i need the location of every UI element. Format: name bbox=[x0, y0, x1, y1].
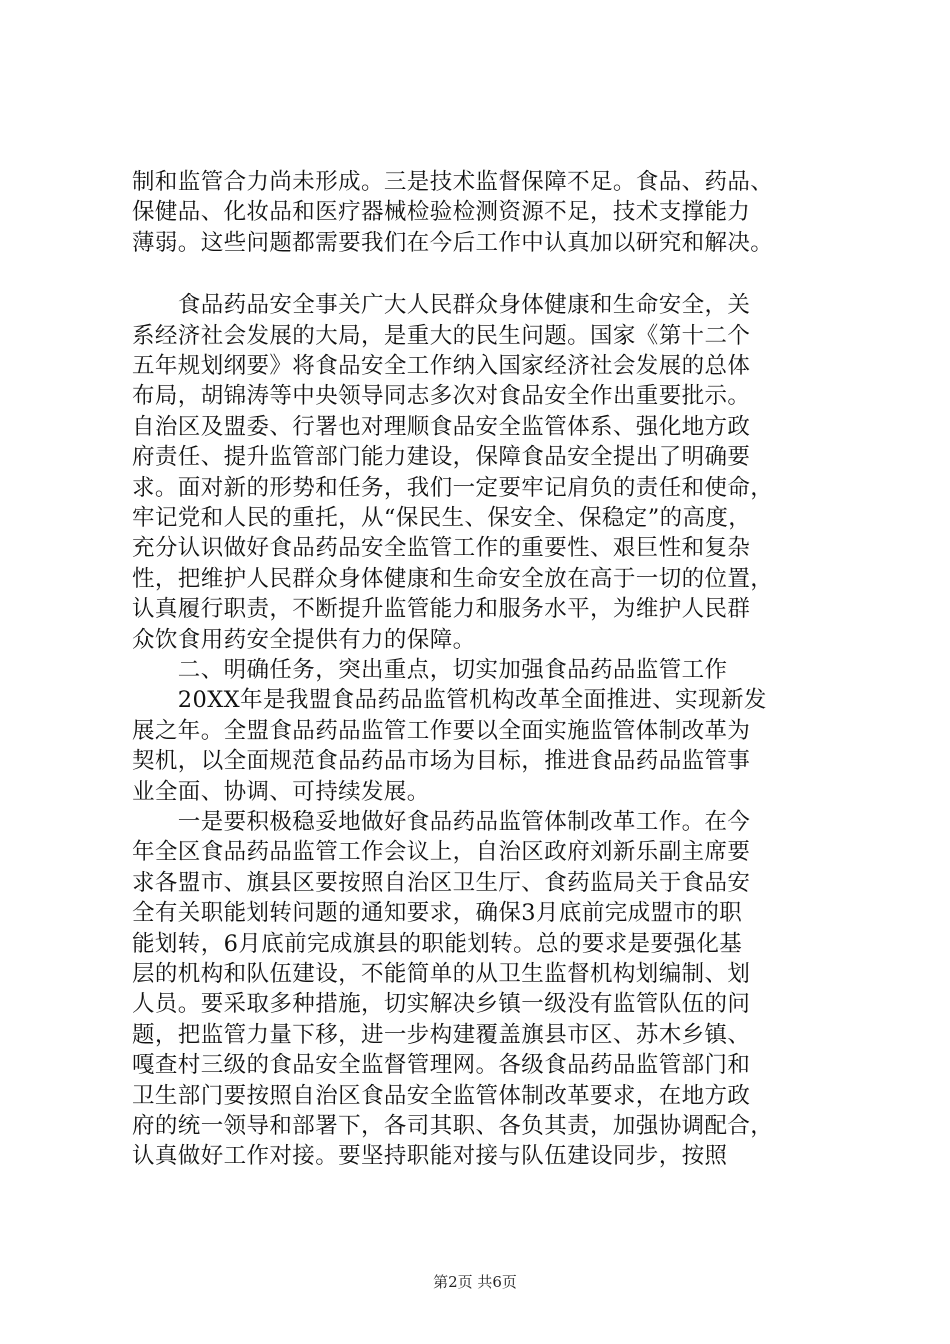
text-line: 能划转，6月底前完成旗县的职能划转。总的要求是要强化基 bbox=[132, 930, 743, 957]
text-line: 一是要积极稳妥地做好食品药品监管体制改革工作。在今 bbox=[132, 809, 751, 835]
text-line: 业全面、协调、可持续发展。 bbox=[132, 778, 430, 805]
text-line: 全有关职能划转问题的通知要求，确保3月底前完成盟市的职 bbox=[132, 900, 743, 927]
text-line: 嘎查村三级的食品安全监督管理网。各级食品药品监管部门和 bbox=[132, 1052, 751, 1079]
text-line: 认真履行职责，不断提升监管能力和服务水平，为维护人民群 bbox=[132, 596, 751, 623]
text-line: 府的统一领导和部署下，各司其职、各负其责，加强协调配合， bbox=[132, 1113, 774, 1139]
text-line: 卫生部门要按照自治区食品安全监管体制改革要求，在地方政 bbox=[132, 1082, 751, 1109]
text-line: 层的机构和队伍建设，不能简单的从卫生监督机构划编制、划 bbox=[132, 961, 751, 987]
text-line: 薄弱。这些问题都需要我们在今后工作中认真加以研究和解决。 bbox=[132, 229, 774, 256]
text-line: 年全区食品药品监管工作会议上，自治区政府刘新乐副主席要 bbox=[132, 839, 751, 866]
text-line: 系经济社会发展的大局，是重大的民生问题。国家《第十二个 bbox=[132, 322, 751, 349]
text-line: 求。面对新的形势和任务，我们一定要牢记肩负的责任和使命， bbox=[132, 474, 774, 501]
text-line: 布局，胡锦涛等中央领导同志多次对食品安全作出重要批示。 bbox=[132, 383, 751, 410]
text-line: 认真做好工作对接。要坚持职能对接与队伍建设同步，按照 bbox=[132, 1143, 728, 1170]
text-line: 20XX年是我盟食品药品监管机构改革全面推进、实现新发 bbox=[132, 687, 767, 714]
text-line: 众饮食用药安全提供有力的保障。 bbox=[132, 626, 476, 653]
text-line: 充分认识做好食品药品安全监管工作的重要性、艰巨性和复杂 bbox=[132, 535, 751, 562]
text-line: 保健品、化妆品和医疗器械检验检测资源不足，技术支撑能力 bbox=[132, 199, 751, 226]
text-line: 展之年。全盟食品药品监管工作要以全面实施监管体制改革为 bbox=[132, 717, 751, 744]
text-line: 求各盟市、旗县区要按照自治区卫生厅、食药监局关于食品安 bbox=[132, 869, 751, 896]
text-line: 题，把监管力量下移，进一步构建覆盖旗县市区、苏木乡镇、 bbox=[132, 1021, 751, 1048]
text-line: 契机，以全面规范食品药品市场为目标，推进食品药品监管事 bbox=[132, 748, 751, 775]
text-line: 牢记党和人民的重托，从“保民生、保安全、保稳定”的高度， bbox=[132, 505, 752, 531]
text-line: 府责任、提升监管部门能力建设，保障食品安全提出了明确要 bbox=[132, 444, 751, 471]
text-line: 五年规划纲要》将食品安全工作纳入国家经济社会发展的总体 bbox=[132, 353, 751, 379]
text-line: 人员。要采取多种措施，切实解决乡镇一级没有监管队伍的问 bbox=[132, 991, 751, 1018]
text-line: 自治区及盟委、行署也对理顺食品安全监管体系、强化地方政 bbox=[132, 413, 751, 440]
section-heading: 二、明确任务，突出重点，切实加强食品药品监管工作 bbox=[132, 657, 728, 683]
text-line: 制和监管合力尚未形成。三是技术监督保障不足。食品、药品、 bbox=[132, 169, 774, 195]
page-footer: 第2页 共6页 bbox=[433, 1273, 517, 1291]
text-line: 性，把维护人民群众身体健康和生命安全放在高于一切的位置， bbox=[132, 565, 774, 592]
text-line: 食品药品安全事关广大人民群众身体健康和生命安全，关 bbox=[132, 292, 751, 319]
